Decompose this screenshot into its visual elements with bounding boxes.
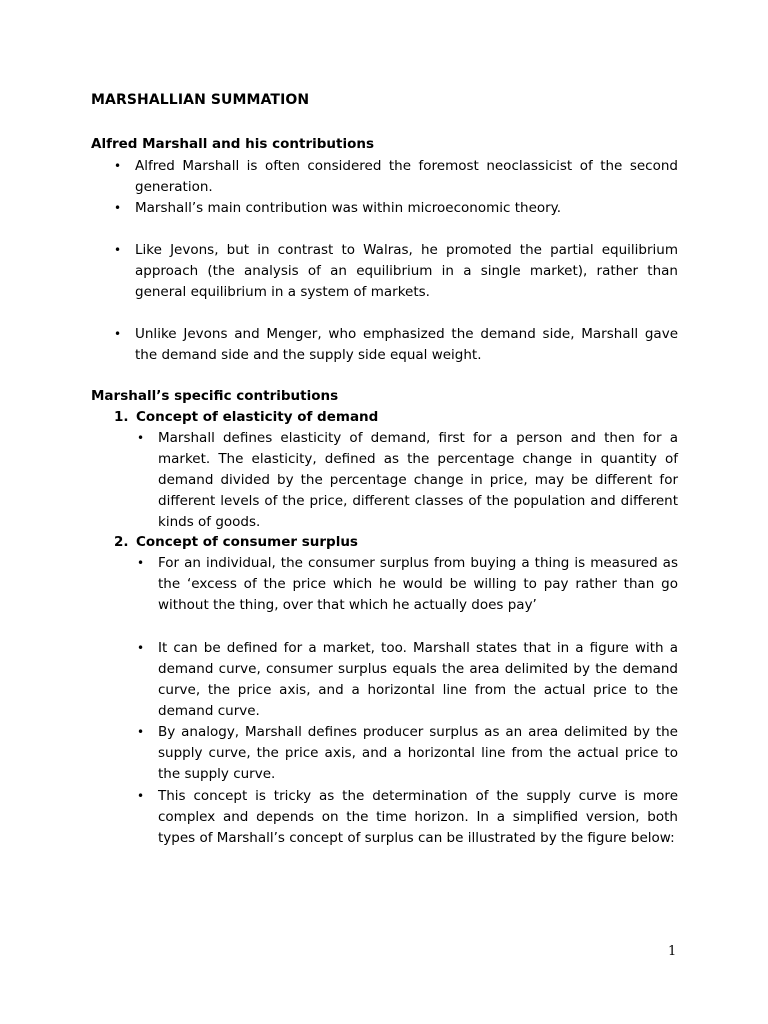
list-item	[137, 722, 678, 785]
list-item	[114, 156, 678, 198]
list-item	[137, 786, 678, 849]
bullet-icon: •	[137, 556, 145, 570]
bullet-icon: •	[114, 201, 122, 215]
document-title: MARSHALLIAN SUMMATION	[91, 92, 310, 108]
list-item	[137, 428, 678, 533]
heading-text: Concept of consumer surplus	[136, 534, 358, 550]
bullet-icon: •	[114, 159, 122, 173]
bullet-icon: •	[137, 431, 145, 445]
list-item-text: It can be defined for a market, too. Marshall states that in a figure with a demand curve, consumer surplus equals the area delimited by the demand curve, the price axis, and a horizontal line from the actual price to the demand curve.	[158, 640, 678, 719]
list-item	[137, 553, 678, 616]
page-number: 1	[668, 944, 677, 959]
list-item-text: Marshall defines elasticity of demand, first for a person and then for a market. The elasticity, defined as the percentage change in quantity of demand divided by the percentage change in price, may be different for different levels of the price, different classes of the population and different kinds of goods.	[158, 430, 678, 530]
list-item-text: Marshall’s main contribution was within microeconomic theory.	[135, 200, 562, 216]
bullet-icon: •	[137, 725, 145, 739]
list-item-text: By analogy, Marshall defines producer surplus as an area delimited by the supply curve, the price axis, and a horizontal line from the actual price to the supply curve.	[158, 724, 678, 782]
list-item	[114, 198, 678, 219]
list-item	[114, 240, 678, 303]
list-item-text: Alfred Marshall is often considered the foremost neoclassicist of the second generation.	[135, 158, 678, 195]
bullet-icon: •	[114, 327, 122, 341]
section-heading-contributions: Alfred Marshall and his contributions	[91, 136, 374, 152]
bullet-icon: •	[137, 641, 145, 655]
bullet-icon: •	[114, 243, 122, 257]
list-item-text: Unlike Jevons and Menger, who emphasized the demand side, Marshall gave the demand side and the supply side equal weight.	[135, 326, 678, 363]
heading-number: 1.	[114, 409, 129, 425]
heading-text: Concept of elasticity of demand	[136, 409, 379, 425]
list-item	[137, 638, 678, 722]
list-item-text: For an individual, the consumer surplus from buying a thing is measured as the ‘excess of the price which he would be willing to pay rather than go without the thing, over that which he actually does pay’	[158, 555, 678, 613]
section-heading-specific-contributions: Marshall’s specific contributions	[91, 388, 339, 404]
list-item-text: Like Jevons, but in contrast to Walras, he promoted the partial equilibrium approach (the analysis of an equilibrium in a single market), rather than general equilibrium in a system of markets.	[135, 242, 678, 300]
bullet-icon: •	[137, 789, 145, 803]
heading-number: 2.	[114, 534, 129, 550]
list-item	[114, 324, 678, 366]
list-item-text: This concept is tricky as the determination of the supply curve is more complex and depends on the time horizon. In a simplified version, both types of Marshall’s concept of surplus can be illustrated by the figure below:	[158, 788, 678, 846]
